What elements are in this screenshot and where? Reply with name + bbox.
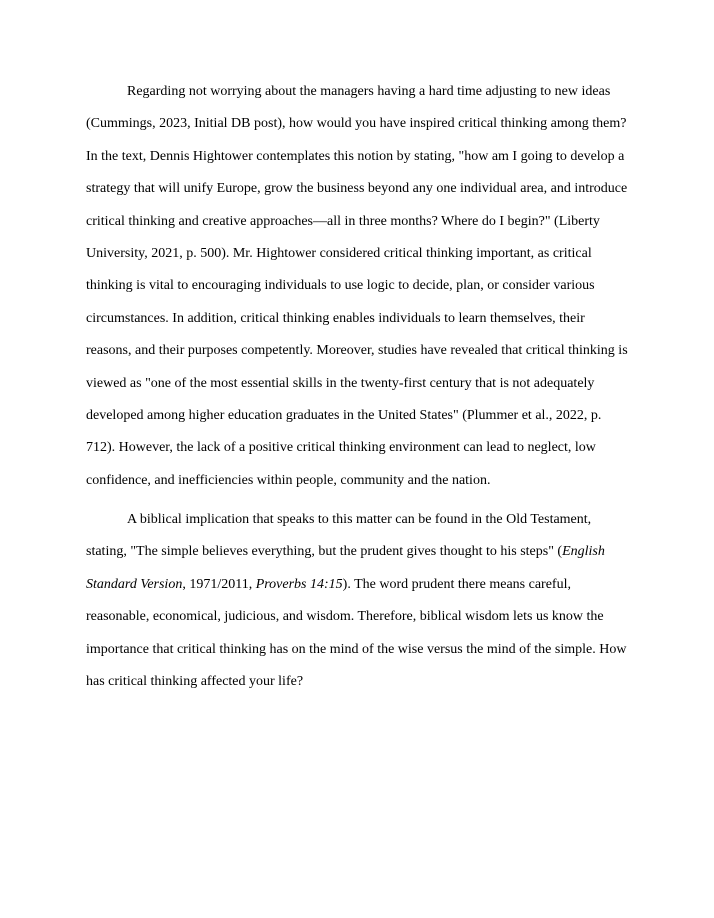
paragraph-line: strategy that will unify Europe, grow the business beyond any one individual area, and introduce (86, 181, 628, 197)
paragraph (86, 504, 638, 698)
paragraph-line: critical thinking and creative approaches—all in three months? Where do I begin?" (Liberty (86, 213, 600, 229)
paragraph-line: thinking is vital to encouraging individuals to use logic to decide, plan, or consider various (86, 278, 595, 294)
paragraph-line: confidence, and inefficiencies within people, community and the nation. (86, 472, 491, 488)
paragraph-line: developed among higher education graduates in the United States" (Plummer et al., 2022, p. (86, 407, 602, 423)
paragraph-line: A biblical implication that speaks to this matter can be found in the Old Testament, (127, 512, 592, 528)
citation-title: English (562, 544, 605, 560)
paragraph-line: (Cummings, 2023, Initial DB post), how would you have inspired critical thinking among them? (86, 116, 627, 132)
paragraph-line: Regarding not worrying about the managers having a hard time adjusting to new ideas (127, 84, 611, 99)
paragraph-line: In the text, Dennis Hightower contemplates this notion by stating, "how am I going to develop a (86, 148, 625, 164)
document-body (86, 76, 638, 698)
paragraph-line: Standard Version, 1971/2011, Proverbs 14:15). The word prudent there means careful, (86, 576, 571, 592)
paragraph-line: has critical thinking affected your life? (86, 674, 304, 690)
citation-title: Standard Version (86, 576, 183, 592)
paragraph-line: stating, "The simple believes everything, but the prudent gives thought to his steps" (English (86, 544, 605, 560)
citation-verse: Proverbs 14:15 (255, 576, 343, 592)
paragraph-line: University, 2021, p. 500). Mr. Hightower considered critical thinking important, as critical (86, 245, 592, 261)
paragraph-line: viewed as "one of the most essential skills in the twenty-first century that is not adequately (86, 375, 595, 391)
paragraph-line: reasonable, economical, judicious, and wisdom. Therefore, biblical wisdom lets us know the (86, 609, 604, 625)
paragraph-line: circumstances. In addition, critical thinking enables individuals to learn themselves, their (86, 310, 585, 326)
paragraph-gap (86, 497, 638, 504)
paragraph-line: reasons, and their purposes competently. Moreover, studies have revealed that critical thinking is (86, 343, 628, 359)
paragraph-line: importance that critical thinking has on the mind of the wise versus the mind of the simple. How (86, 641, 627, 657)
paragraph-line: 712). However, the lack of a positive critical thinking environment can lead to neglect, low (86, 440, 596, 456)
paragraph (86, 76, 638, 497)
